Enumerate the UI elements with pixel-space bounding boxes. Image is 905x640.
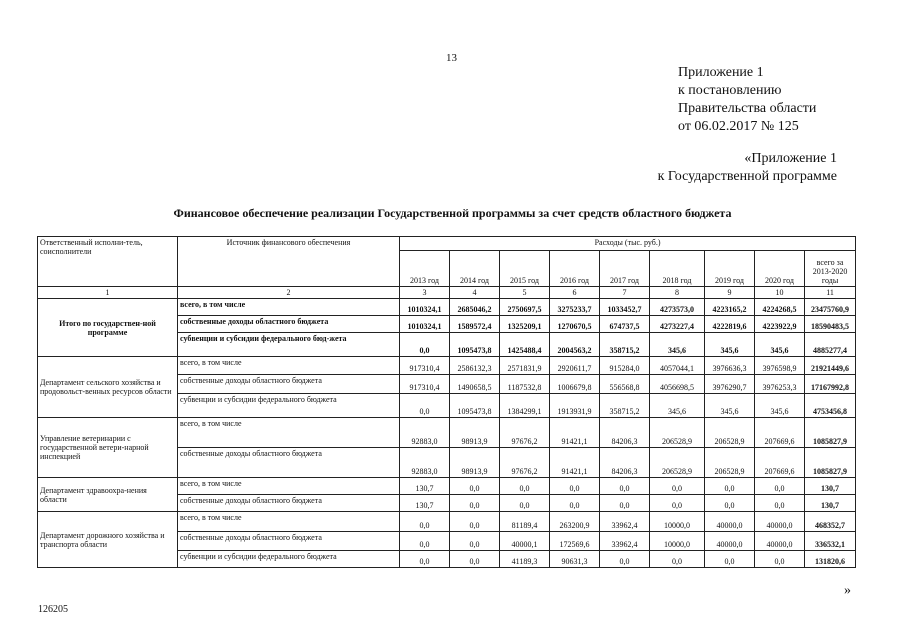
value-cell: 0,0 xyxy=(705,551,755,568)
value-cell: 207669,6 xyxy=(755,448,805,478)
value-cell: 1913931,9 xyxy=(550,394,600,418)
column-number: 7 xyxy=(600,287,650,299)
value-cell: 40000,0 xyxy=(755,532,805,551)
appendix-line: Приложение 1 xyxy=(678,65,764,80)
value-cell: 0,0 xyxy=(600,495,650,512)
column-number: 10 xyxy=(755,287,805,299)
appendix-line: «Приложение 1 xyxy=(744,151,837,166)
value-cell: 917310,4 xyxy=(400,375,450,394)
column-number: 2 xyxy=(178,287,400,299)
value-cell: 2920611,7 xyxy=(550,357,600,375)
value-cell: 4057044,1 xyxy=(650,357,705,375)
header-year: 2019 год xyxy=(705,251,755,287)
value-cell: 92883,0 xyxy=(400,448,450,478)
value-cell: 84206,3 xyxy=(600,448,650,478)
value-cell: 4223922,9 xyxy=(755,316,805,333)
appendix-line: к постановлению xyxy=(678,83,782,98)
value-cell: 0,0 xyxy=(650,478,705,495)
value-cell: 345,6 xyxy=(755,333,805,357)
value-cell: 4222819,6 xyxy=(705,316,755,333)
source-cell: собственные доходы областного бюджета xyxy=(178,316,400,333)
value-cell: 0,0 xyxy=(450,532,500,551)
responsible-cell: Департамент сельского хозяйства и продовольст-венных ресурсов области xyxy=(38,357,178,418)
value-cell: 0,0 xyxy=(705,478,755,495)
value-cell: 0,0 xyxy=(550,495,600,512)
value-cell: 1490658,5 xyxy=(450,375,500,394)
source-cell: субвенции и субсидии федерального бюд-жета xyxy=(178,333,400,357)
value-cell: 0,0 xyxy=(500,495,550,512)
value-cell: 1033452,7 xyxy=(600,299,650,316)
value-cell: 0,0 xyxy=(600,478,650,495)
value-cell: 556568,8 xyxy=(600,375,650,394)
document-code: 126205 xyxy=(38,604,68,615)
value-cell: 90631,3 xyxy=(550,551,600,568)
value-cell: 0,0 xyxy=(450,478,500,495)
value-cell: 23475760,9 xyxy=(805,299,856,316)
value-cell: 206528,9 xyxy=(650,448,705,478)
header-year: 2018 год xyxy=(650,251,705,287)
table-body xyxy=(38,237,856,568)
header-year: 2015 год xyxy=(500,251,550,287)
value-cell: 1095473,8 xyxy=(450,333,500,357)
value-cell: 130,7 xyxy=(400,478,450,495)
responsible-cell: Управление ветеринарии с государственной ветери-нарной инспекцией xyxy=(38,418,178,478)
value-cell: 2685046,2 xyxy=(450,299,500,316)
appendix-line: Правительства области xyxy=(678,101,817,116)
value-cell: 915284,0 xyxy=(600,357,650,375)
value-cell: 0,0 xyxy=(400,551,450,568)
value-cell: 0,0 xyxy=(450,551,500,568)
value-cell: 0,0 xyxy=(450,512,500,532)
value-cell: 0,0 xyxy=(400,333,450,357)
responsible-cell: Департамент дорожного хозяйства и транспорта области xyxy=(38,512,178,568)
value-cell: 336532,1 xyxy=(805,532,856,551)
header-expenses: Расходы (тыс. руб.) xyxy=(400,237,856,251)
appendix-program-header xyxy=(658,150,837,186)
value-cell: 130,7 xyxy=(805,478,856,495)
value-cell: 4056698,5 xyxy=(650,375,705,394)
value-cell: 130,7 xyxy=(805,495,856,512)
value-cell: 0,0 xyxy=(650,551,705,568)
value-cell: 345,6 xyxy=(705,394,755,418)
value-cell: 97676,2 xyxy=(500,418,550,448)
value-cell: 674737,5 xyxy=(600,316,650,333)
value-cell: 1270670,5 xyxy=(550,316,600,333)
source-cell: всего, в том числе xyxy=(178,299,400,316)
value-cell: 97676,2 xyxy=(500,448,550,478)
source-cell: всего, в том числе xyxy=(178,357,400,375)
financing-table xyxy=(37,236,856,568)
value-cell: 4753456,8 xyxy=(805,394,856,418)
source-cell: всего, в том числе xyxy=(178,512,400,532)
header-year: всего за 2013-2020 годы xyxy=(805,251,856,287)
value-cell: 1095473,8 xyxy=(450,394,500,418)
value-cell: 92883,0 xyxy=(400,418,450,448)
value-cell: 0,0 xyxy=(650,495,705,512)
value-cell: 3275233,7 xyxy=(550,299,600,316)
value-cell: 131820,6 xyxy=(805,551,856,568)
responsible-cell: Итого по государствен-ной программе xyxy=(38,299,178,357)
value-cell: 206528,9 xyxy=(650,418,705,448)
source-cell: всего, в том числе xyxy=(178,418,400,448)
value-cell: 40000,0 xyxy=(705,512,755,532)
value-cell: 3976636,3 xyxy=(705,357,755,375)
value-cell: 468352,7 xyxy=(805,512,856,532)
column-number: 3 xyxy=(400,287,450,299)
value-cell: 91421,1 xyxy=(550,448,600,478)
column-number: 11 xyxy=(805,287,856,299)
value-cell: 3976253,3 xyxy=(755,375,805,394)
column-number: 8 xyxy=(650,287,705,299)
header-year: 2014 год xyxy=(450,251,500,287)
value-cell: 0,0 xyxy=(400,394,450,418)
value-cell: 3976598,9 xyxy=(755,357,805,375)
source-cell: субвенции и субсидии федерального бюджета xyxy=(178,394,400,418)
value-cell: 21921449,6 xyxy=(805,357,856,375)
value-cell: 33962,4 xyxy=(600,512,650,532)
column-number: 5 xyxy=(500,287,550,299)
header-year: 2016 год xyxy=(550,251,600,287)
value-cell: 345,6 xyxy=(650,333,705,357)
value-cell: 1085827,9 xyxy=(805,418,856,448)
source-cell: всего, в том числе xyxy=(178,478,400,495)
value-cell: 345,6 xyxy=(755,394,805,418)
value-cell: 206528,9 xyxy=(705,418,755,448)
value-cell: 1006679,8 xyxy=(550,375,600,394)
column-number: 9 xyxy=(705,287,755,299)
appendix-line: к Государственной программе xyxy=(657,169,837,184)
value-cell: 345,6 xyxy=(650,394,705,418)
value-cell: 4273573,0 xyxy=(650,299,705,316)
header-source: Источник финансового обеспечения xyxy=(178,237,400,287)
source-cell: субвенции и субсидии федерального бюджета xyxy=(178,551,400,568)
value-cell: 345,6 xyxy=(705,333,755,357)
value-cell: 1085827,9 xyxy=(805,448,856,478)
value-cell: 84206,3 xyxy=(600,418,650,448)
value-cell: 1010324,1 xyxy=(400,316,450,333)
value-cell: 0,0 xyxy=(755,551,805,568)
value-cell: 4273227,4 xyxy=(650,316,705,333)
value-cell: 172569,6 xyxy=(550,532,600,551)
value-cell: 98913,9 xyxy=(450,418,500,448)
header-year: 2017 год xyxy=(600,251,650,287)
value-cell: 4885277,4 xyxy=(805,333,856,357)
value-cell: 0,0 xyxy=(400,532,450,551)
value-cell: 10000,0 xyxy=(650,512,705,532)
value-cell: 358715,2 xyxy=(600,394,650,418)
value-cell: 2004563,2 xyxy=(550,333,600,357)
value-cell: 3976290,7 xyxy=(705,375,755,394)
value-cell: 91421,1 xyxy=(550,418,600,448)
source-cell: собственные доходы областного бюджета xyxy=(178,375,400,394)
value-cell: 4223165,2 xyxy=(705,299,755,316)
value-cell: 0,0 xyxy=(755,495,805,512)
value-cell: 40000,0 xyxy=(705,532,755,551)
value-cell: 2586132,3 xyxy=(450,357,500,375)
value-cell: 10000,0 xyxy=(650,532,705,551)
value-cell: 4224268,5 xyxy=(755,299,805,316)
value-cell: 0,0 xyxy=(400,512,450,532)
document-title: Финансовое обеспечение реализации Государственной программы за счет средств областного бюджета xyxy=(173,206,732,220)
value-cell: 98913,9 xyxy=(450,448,500,478)
value-cell: 33962,4 xyxy=(600,532,650,551)
header-year: 2013 год xyxy=(400,251,450,287)
header-responsible: Ответственный исполни-тель, соисполнители xyxy=(38,237,178,287)
value-cell: 0,0 xyxy=(550,478,600,495)
value-cell: 1589572,4 xyxy=(450,316,500,333)
column-number: 6 xyxy=(550,287,600,299)
value-cell: 2571831,9 xyxy=(500,357,550,375)
value-cell: 17167992,8 xyxy=(805,375,856,394)
value-cell: 358715,2 xyxy=(600,333,650,357)
source-cell: собственные доходы областного бюджета xyxy=(178,495,400,512)
value-cell: 1010324,1 xyxy=(400,299,450,316)
responsible-cell: Департамент здравоохра-нения области xyxy=(38,478,178,512)
value-cell: 40000,1 xyxy=(500,532,550,551)
value-cell: 41189,3 xyxy=(500,551,550,568)
value-cell: 0,0 xyxy=(600,551,650,568)
closing-quote: » xyxy=(844,583,851,598)
value-cell: 1325209,1 xyxy=(500,316,550,333)
source-cell: собственные доходы областного бюджета xyxy=(178,532,400,551)
value-cell: 1187532,8 xyxy=(500,375,550,394)
value-cell: 206528,9 xyxy=(705,448,755,478)
value-cell: 18590483,5 xyxy=(805,316,856,333)
appendix-line: от 06.02.2017 № 125 xyxy=(678,119,799,134)
value-cell: 2750697,5 xyxy=(500,299,550,316)
value-cell: 1425488,4 xyxy=(500,333,550,357)
value-cell: 130,7 xyxy=(400,495,450,512)
value-cell: 81189,4 xyxy=(500,512,550,532)
value-cell: 0,0 xyxy=(500,478,550,495)
source-cell: собственные доходы областного бюджета xyxy=(178,448,400,478)
page-number: 13 xyxy=(446,52,457,64)
value-cell: 263200,9 xyxy=(550,512,600,532)
column-number: 1 xyxy=(38,287,178,299)
value-cell: 0,0 xyxy=(450,495,500,512)
value-cell: 1384299,1 xyxy=(500,394,550,418)
value-cell: 207669,6 xyxy=(755,418,805,448)
appendix-resolution-header xyxy=(678,64,816,136)
value-cell: 917310,4 xyxy=(400,357,450,375)
column-number: 4 xyxy=(450,287,500,299)
value-cell: 40000,0 xyxy=(755,512,805,532)
header-year: 2020 год xyxy=(755,251,805,287)
value-cell: 0,0 xyxy=(755,478,805,495)
value-cell: 0,0 xyxy=(705,495,755,512)
